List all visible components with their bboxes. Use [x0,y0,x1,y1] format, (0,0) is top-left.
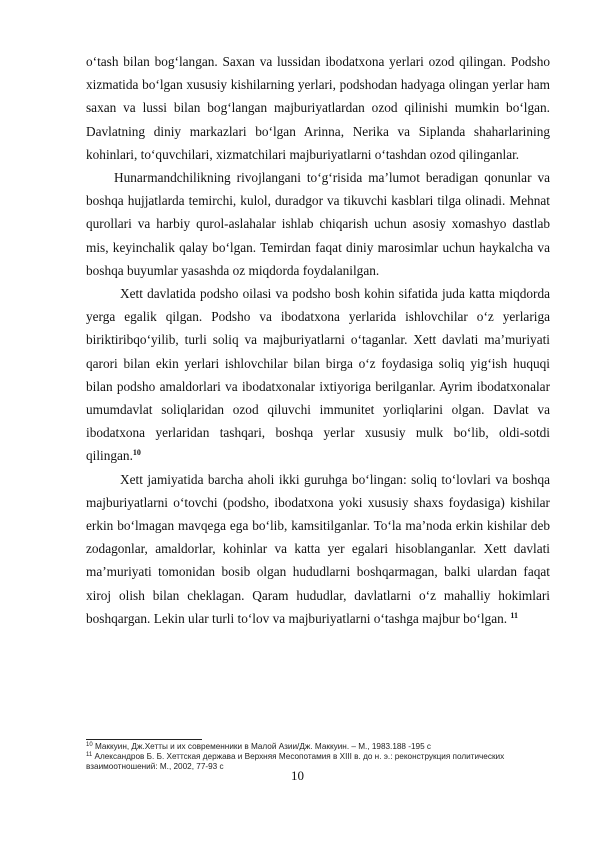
footnote-number: 10 [86,742,93,748]
paragraph-1: o‘tash bilan bog‘langan. Saxan va lussidan ibodatxona yerlari ozod qilingan. Podsho xizmatida bo‘lgan xususiy kishilarning yerlari, podshodan hadyaga olingan yerlar ham saxan va lussi bilan bog‘langan majburiyatlardan ozod qilinishi mumkin bo‘lgan. Davlatning diniy markazlari bo‘lgan Arinna, Nerika va Siplanda shaharlarining kohinlari, to‘quvchilari, xizmatchilari majburiyatlarni o‘tashdan ozod qilinganlar. [86,54,550,162]
footnote-text: Александров Б. Б. Хеттская держава и Верхняя Месопотамия в XIII в. до н. э.: реконструкция политических взаимоотношений: М., 2002, 77-93 с [86,752,505,771]
footnote-ref-11[interactable]: 11 [510,610,518,620]
footnote-text: Маккуин, Дж.Хетты и их современники в Малой Азии/Дж. Маккуин. – М., 1983.188 -195 с [92,742,432,751]
paragraph-2: Hunarmandchilikning rivojlangani to‘g‘risida ma’lumot beradigan qonunlar va boshqa hujjatlarda temirchi, kulol, duradgor va tikuvchi kasblari tilga olinadi. Mehnat qurollari va harbiy qurol-aslahalar ishlab chiqarish uchun asosiy xomashyo dastlab mis, keyinchalik qalay bo‘lgan. Temirdan faqat diniy marosimlar uchun haykalcha va boshqa buyumlar yasashda oz miqdorda foydalanilgan. [86,170,550,278]
footnote-number: 11 [86,752,93,758]
paragraph-4 [86,468,550,630]
paragraph-3 [86,282,550,468]
footnote-divider [86,739,202,740]
footnote-item [86,742,550,752]
paragraph-3-text: Xett davlatida podsho oilasi va podsho bosh kohin sifatida juda katta miqdorda yerga egalik qilgan. Podsho va ibodatxona yerlarida ishlovchilar o‘z yerlariga biriktiribqo‘yilib, turli soliq va majburiyatlarni o‘taganlar. Xett davlati ma’muriyati qarori bilan ekin yerlari ishlovchilar bilan birga o‘z foydasiga soliq yig‘ish huquqi bilan podsho amaldorlari va ibodatxonalar ixtiyoriga berilganlar. Ayrim ibodatxonalar umumdavlat soliqlaridan ozod qiluvchi immunitet yorliqlarini olgan. Davlat va ibodatxona yerlaridan tashqari, boshqa yerlar xususiy mulk bo‘lib, oldi-sotdi qilingan. [86,286,550,464]
paragraph-4-text: Xett jamiyatida barcha aholi ikki guruhga bo‘lingan: soliq to‘lovlari va boshqa majburiyatlarni o‘tovchi (podsho, ibodatxona yoki xususiy shaxs foydasiga) kishilar erkin bo‘lmagan mavqega ega bo‘lib, kamsitilganlar. To‘la ma’noda erkin kishilar deb zodagonlar, amaldorlar, kohinlar va katta yer egalari hisoblanganlar. Xett davlati ma’muriyati tomonidan bosib olgan hududlarni boshqarmagan, balki ulardan faqat xiroj olish bilan cheklagan. Qaram hududlar, davlatlarni o‘z mahalliy hokimlari boshqargan. Lekin ular turli to‘lov va majburiyatlarni o‘tashga majbur bo‘lgan. [86,471,550,626]
footnote-ref-10[interactable]: 10 [132,448,141,458]
page-number: 10 [291,768,304,783]
page-body [86,50,550,630]
